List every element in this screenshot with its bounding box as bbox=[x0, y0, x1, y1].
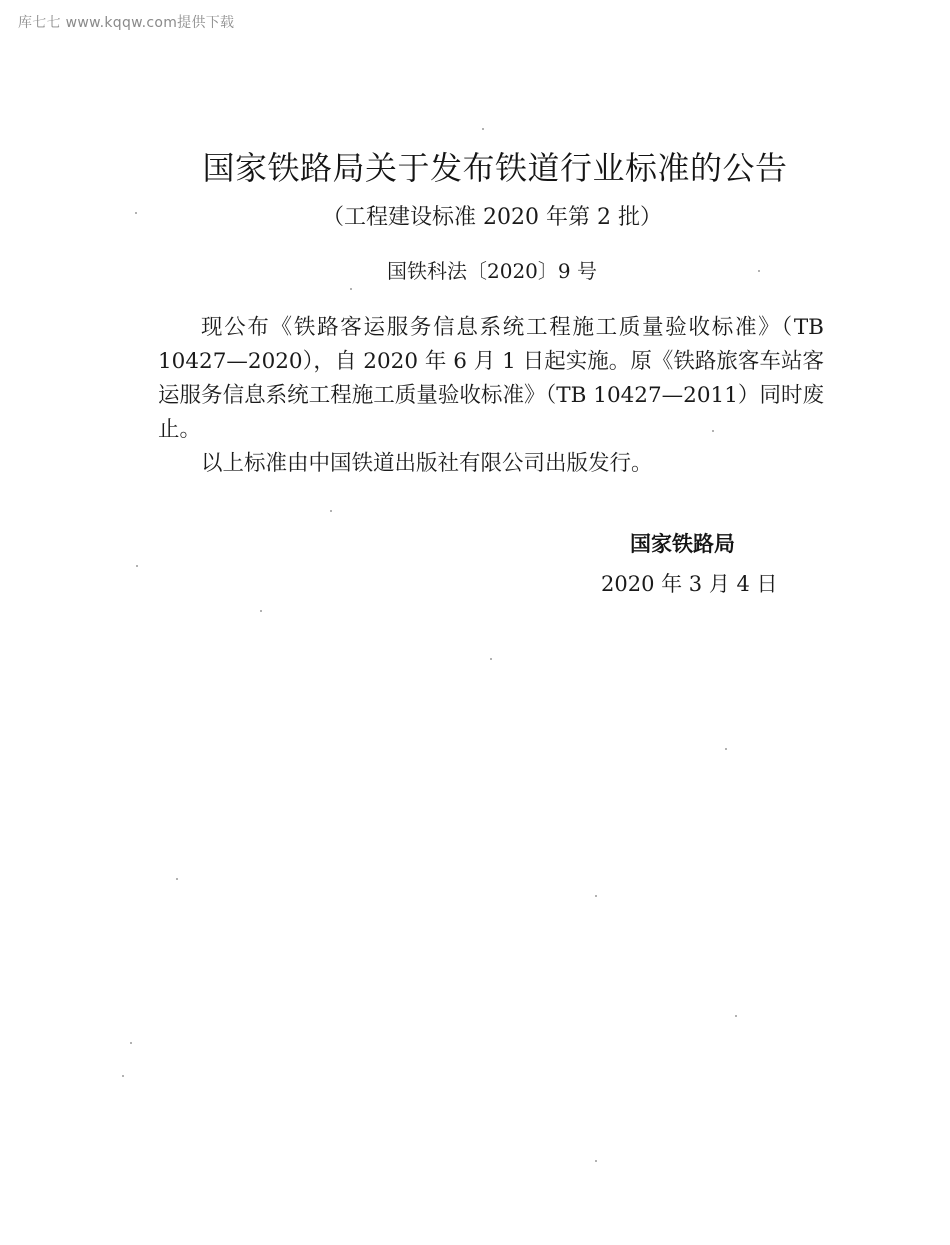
download-watermark: 库七七 www.kqqw.com提供下载 bbox=[18, 15, 235, 31]
document-number: 国铁科法〔2020〕9 号 bbox=[387, 259, 597, 283]
body-paragraph-standard: 现公布《铁路客运服务信息系统工程施工质量验收标准》（TB 10427—2020），自 2020 年 6 月 1 日起实施。原《铁路旅客车站客运服务信息系统工程施工质量验收标准》（TB 10427—2011）同时废止。 bbox=[158, 315, 824, 442]
body-paragraph-publisher: 以上标准由中国铁道出版社有限公司出版发行。 bbox=[201, 451, 653, 476]
announcement-title: 国家铁路局关于发布铁道行业标准的公告 bbox=[202, 149, 788, 187]
announcement-body bbox=[158, 311, 824, 481]
announcement-subtitle: （工程建设标准 2020 年第 2 批） bbox=[322, 205, 662, 230]
issuing-authority: 国家铁路局 bbox=[630, 531, 735, 556]
issue-date: 2020 年 3 月 4 日 bbox=[601, 572, 778, 596]
